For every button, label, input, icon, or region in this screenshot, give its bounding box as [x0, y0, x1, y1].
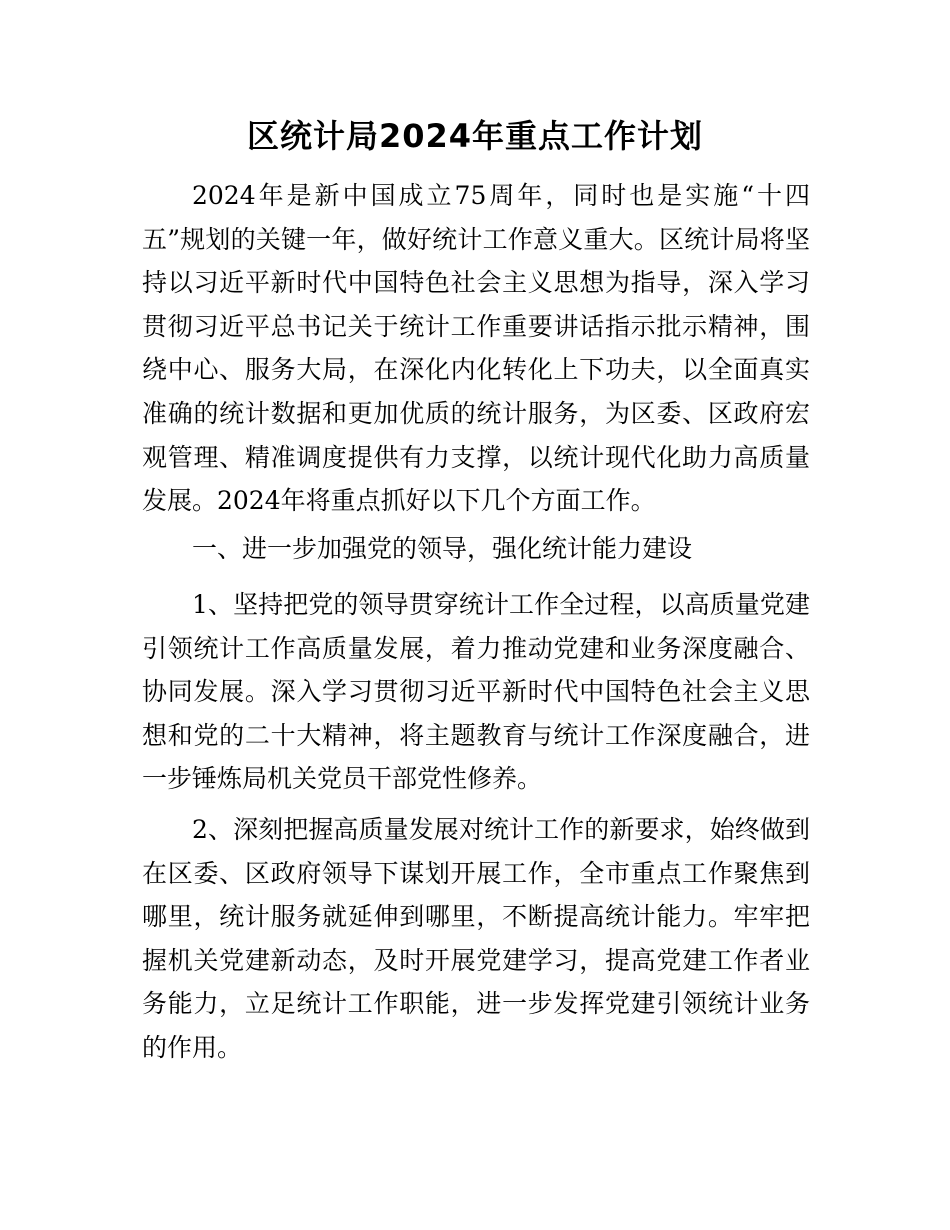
section-1-heading: 一、进一步加强党的领导，强化统计能力建设 — [192, 534, 693, 563]
intro-paragraph: 2024年是新中国成立75周年，同时也是实施“十四五”规划的关键一年，做好统计工作意义重大。区统计局将坚持以习近平新时代中国特色社会主义思想为指导，深入学习贯彻习近平总书记关于统计工作重要讲话指示批示精神，围绕中心、服务大局，在深化内化转化上下功夫，以全面真实准确的统计数据和更加优质的统计服务，为区委、区政府宏观管理、精准调度提供有力支撑，以统计现代化助力高质量发展。2024年将重点抓好以下几个方面工作。 — [142, 181, 810, 516]
item-2-paragraph: 2、深刻把握高质量发展对统计工作的新要求，始终做到在区委、区政府领导下谋划开展工作，全市重点工作聚焦到哪里，统计服务就延伸到哪里，不断提高统计能力。牢牢把握机关党建新动态，及时开展党建学习，提高党建工作者业务能力，立足统计工作职能，进一步发挥党建引领统计业务的作用。 — [142, 815, 810, 1062]
section-1 — [142, 527, 810, 571]
item-1-paragraph: 1、坚持把党的领导贯穿统计工作全过程，以高质量党建引领统计工作高质量发展，着力推动党建和业务深度融合、协同发展。深入学习贯彻习近平新时代中国特色社会主义思想和党的二十大精神，将主题教育与统计工作深度融合，进一步锤炼局机关党员干部党性修养。 — [142, 590, 810, 794]
section-1-item-2 — [142, 808, 810, 1070]
section-1-item-1 — [142, 583, 810, 801]
document-body — [142, 174, 810, 523]
document-title: 区统计局2024年重点工作计划 — [246, 117, 704, 155]
